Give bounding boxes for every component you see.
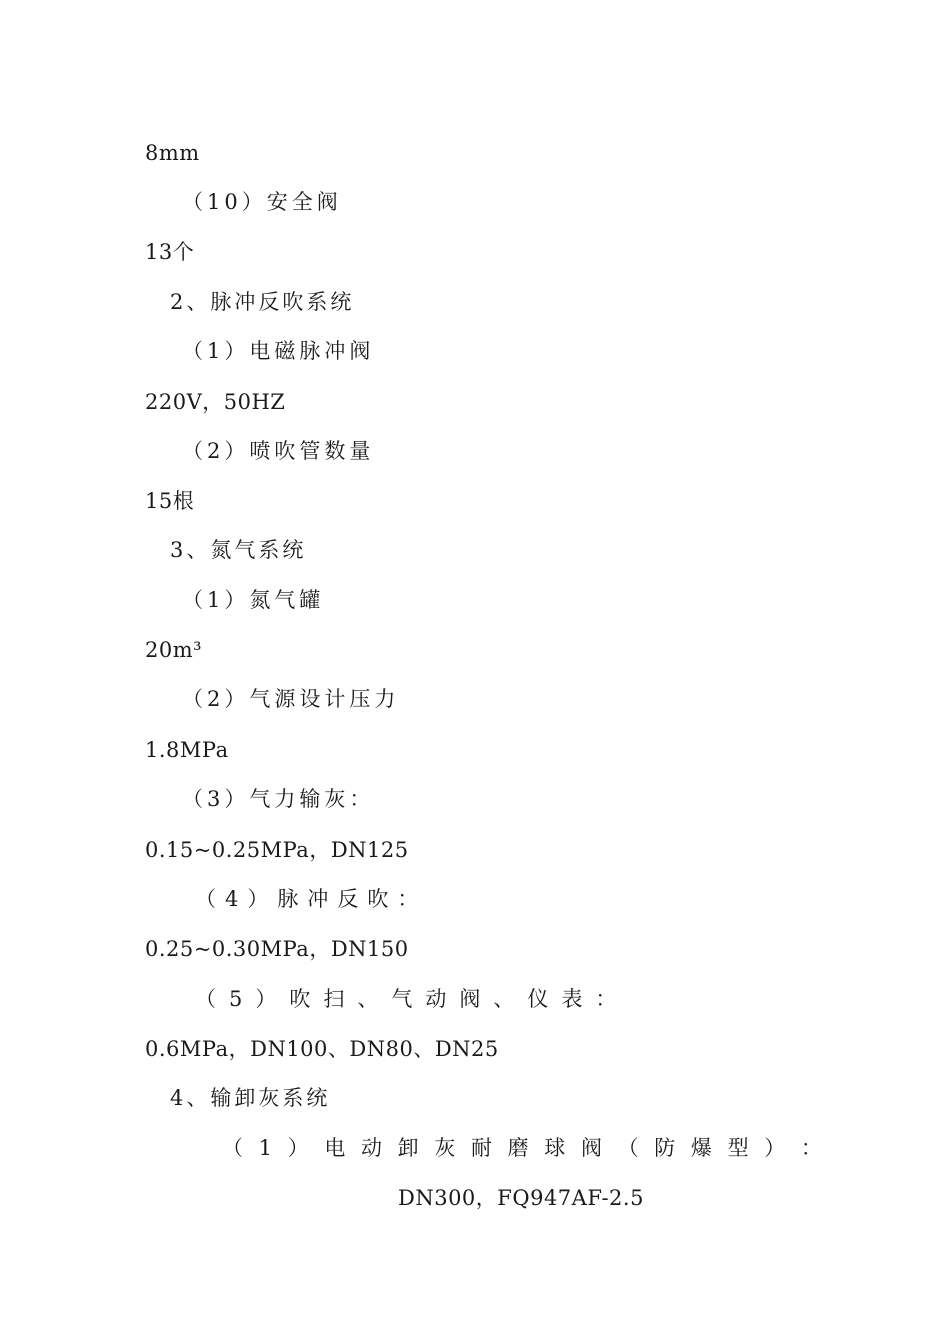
value-line: 15根 xyxy=(145,489,195,513)
value-line: 1.8MPa xyxy=(145,738,229,762)
sub-item-heading: （2）气源设计压力 xyxy=(182,687,400,711)
heading-char: 防 xyxy=(654,1136,676,1160)
sub-item-heading: （4）脉冲反吹： xyxy=(195,887,428,911)
heading-char: （ xyxy=(222,1136,243,1160)
value-line: DN300，FQ947AF-2.5 xyxy=(398,1186,644,1210)
sub-item-heading: （1）氮气罐 xyxy=(182,588,325,612)
value-line: 0.25~0.30MPa，DN150 xyxy=(145,937,409,961)
value-line: 0.15~0.25MPa，DN125 xyxy=(145,838,409,862)
sub-item-heading-justified xyxy=(222,1134,822,1162)
section-heading: 3、氮气系统 xyxy=(170,538,307,562)
section-heading: 2、脉冲反吹系统 xyxy=(170,290,355,314)
heading-char: 电 xyxy=(324,1136,346,1160)
heading-char: 卸 xyxy=(397,1136,419,1160)
heading-char: ） xyxy=(287,1136,309,1160)
heading-char: 型 xyxy=(727,1136,749,1160)
heading-char: 耐 xyxy=(470,1136,492,1160)
sub-item-heading: （1）电磁脉冲阀 xyxy=(182,339,375,363)
value-line: 20m³ xyxy=(145,638,203,662)
heading-char: 1 xyxy=(258,1136,273,1160)
heading-char: 灰 xyxy=(434,1136,456,1160)
heading-char: （ xyxy=(617,1136,639,1160)
heading-char: ） xyxy=(764,1136,786,1160)
value-line: 220V，50HZ xyxy=(145,390,286,414)
value-line: 13个 xyxy=(145,240,195,264)
sub-item-heading: （5）吹扫、气动阀、仪表： xyxy=(195,987,630,1011)
section-heading: 4、输卸灰系统 xyxy=(170,1086,331,1110)
sub-item-heading: （3）气力输灰： xyxy=(182,787,375,811)
value-line: 8mm xyxy=(145,141,200,165)
heading-char: ： xyxy=(800,1136,822,1160)
heading-char: 爆 xyxy=(690,1136,712,1160)
sub-item-heading: （10）安全阀 xyxy=(182,190,342,214)
heading-char: 磨 xyxy=(507,1136,529,1160)
heading-char: 球 xyxy=(544,1136,566,1160)
value-line: 0.6MPa，DN100、DN80、DN25 xyxy=(145,1037,499,1061)
heading-char: 动 xyxy=(361,1136,382,1160)
heading-char: 阀 xyxy=(580,1136,602,1160)
sub-item-heading: （2）喷吹管数量 xyxy=(182,439,375,463)
